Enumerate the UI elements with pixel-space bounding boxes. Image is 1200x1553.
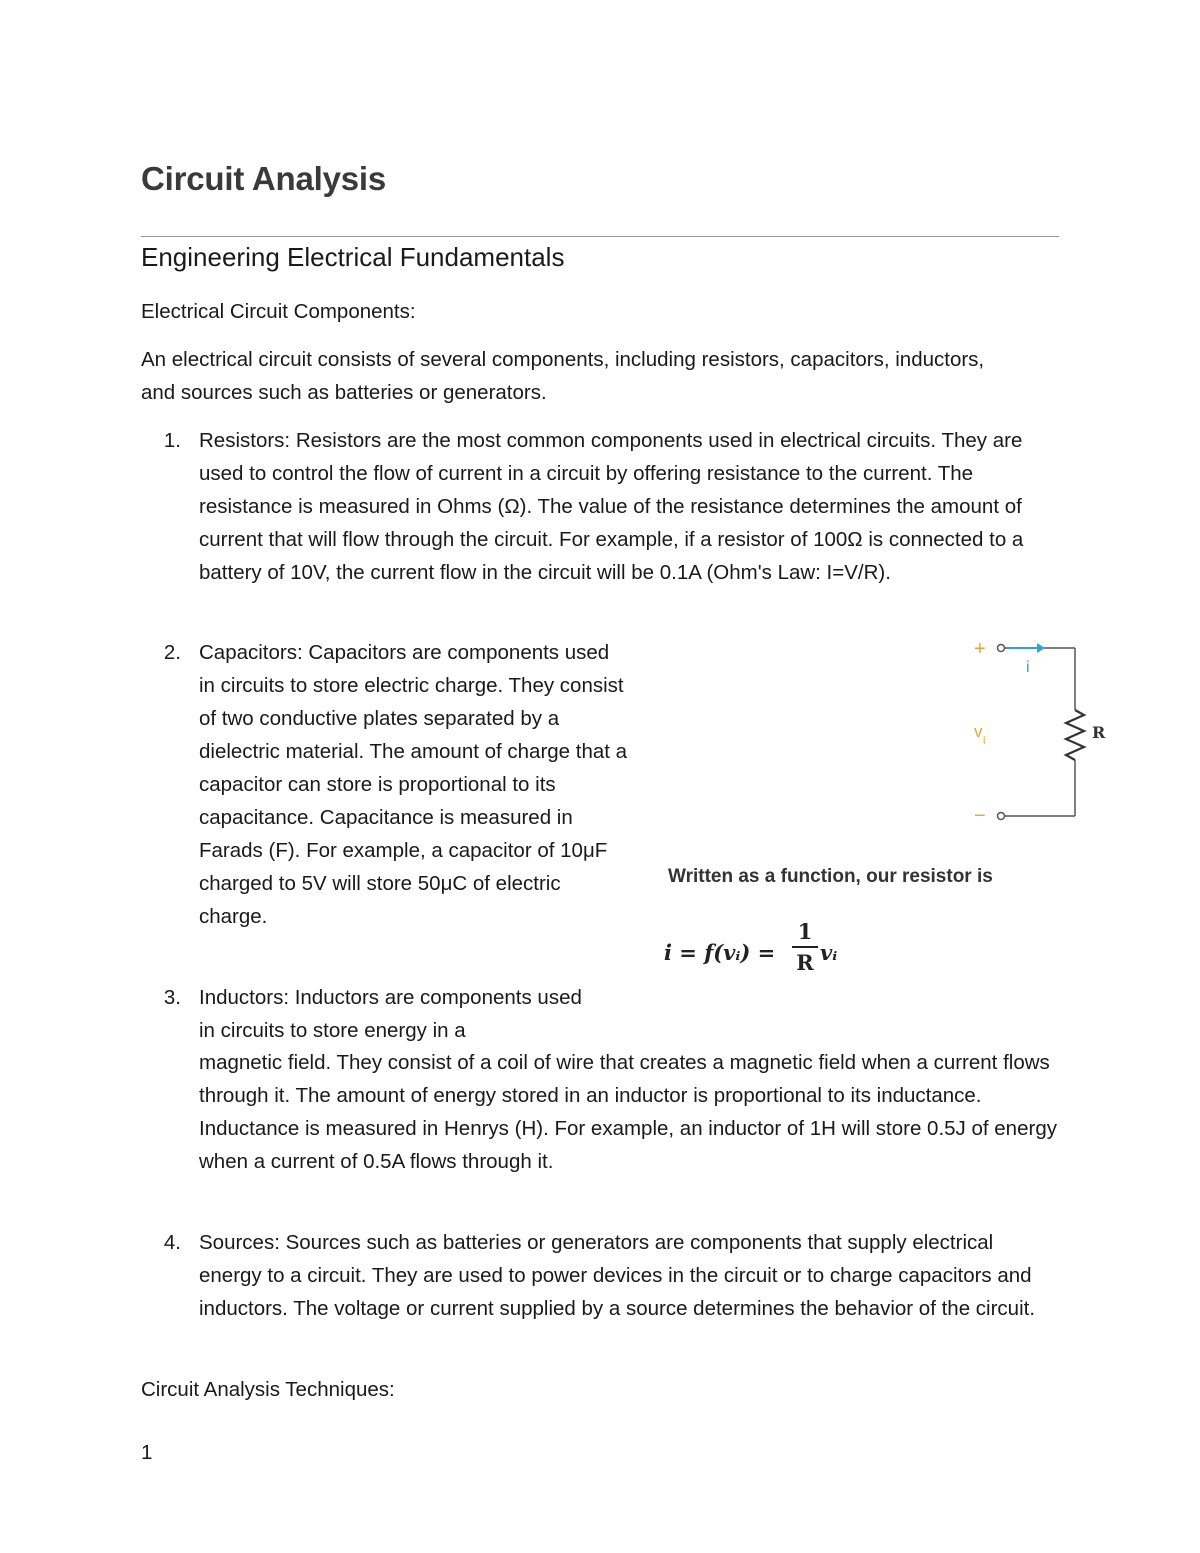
formula-fraction xyxy=(792,920,818,976)
subtitle: Engineering Electrical Fundamentals xyxy=(141,242,565,272)
resistor-circuit-diagram xyxy=(940,620,1140,840)
list-text-continued: magnetic field. They consist of a coil of wire that creates a magnetic field when a current flows through it. The amount of energy stored in an inductor is proportional to its inductance. Inductance is measured in Henrys (H). For example, an inductor of 1H will store 0.5J of energy when a current of 0.5A flows through it. xyxy=(199,1051,1057,1173)
fraction-bar xyxy=(792,946,818,948)
intro-paragraph: An electrical circuit consists of several components, including resistors, capacitors, inductors, and sources such as batteries or generators. xyxy=(141,348,985,404)
formula-rhs: vᵢ xyxy=(820,940,838,965)
page-title: Circuit Analysis xyxy=(141,160,386,197)
list-number: 3. xyxy=(163,986,181,1009)
next-section-heading: Circuit Analysis Techniques: xyxy=(141,1378,395,1401)
figure-caption: Written as a function, our resistor is xyxy=(668,866,993,887)
title-divider xyxy=(141,236,1059,237)
formula-numerator: 1 xyxy=(797,919,813,944)
page-number: 1 xyxy=(141,1441,153,1464)
list-text: Resistors: Resistors are the most common components used in electrical circuits. They are used to control the flow of current in a circuit by offering resistance to the current. The resistance is measured in Ohms (Ω). The value of the resistance determines the amount of current that will flow through the circuit. For example, if a resistor of 100Ω is connected to a battery of 10V, the current flow in the circuit will be 0.1A (Ohm's Law: I=V/R). xyxy=(199,429,1024,584)
minus-sign: − xyxy=(974,805,986,827)
voltage-label: v xyxy=(974,722,983,741)
list-text: Inductors: Inductors are components used in circuits to store energy in a xyxy=(199,986,582,1042)
top-terminal xyxy=(998,645,1005,652)
resistor-label: R xyxy=(1092,723,1106,742)
section-heading: Electrical Circuit Components: xyxy=(141,300,416,323)
plus-sign: + xyxy=(974,638,986,660)
list-text: Capacitors: Capacitors are components used in circuits to store electric charge. They consist of two conductive plates separated by a dielectric material. The amount of charge that a capacitor can store is proportional to its capacitance. Capacitance is measured in Farads (F). For example, a capacitor of 10μF charged to 5V will store 50μC of electric charge. xyxy=(199,641,628,928)
resistor-zigzag-icon xyxy=(1066,710,1084,760)
bottom-terminal xyxy=(998,813,1005,820)
current-label: i xyxy=(1026,659,1030,676)
formula-lhs: i = f(vᵢ) = xyxy=(664,940,776,965)
list-number: 4. xyxy=(163,1231,181,1254)
list-number: 1. xyxy=(163,429,181,452)
list-number: 2. xyxy=(163,641,181,664)
current-arrow-icon xyxy=(1037,643,1045,653)
formula-denominator: R xyxy=(796,950,814,975)
voltage-subscript: i xyxy=(983,735,986,747)
list-text: Sources: Sources such as batteries or generators are components that supply electrical energy to a circuit. They are used to power devices in the circuit or to charge capacitors and inductors. The voltage or current supplied by a source determines the behavior of the circuit. xyxy=(199,1231,1036,1320)
